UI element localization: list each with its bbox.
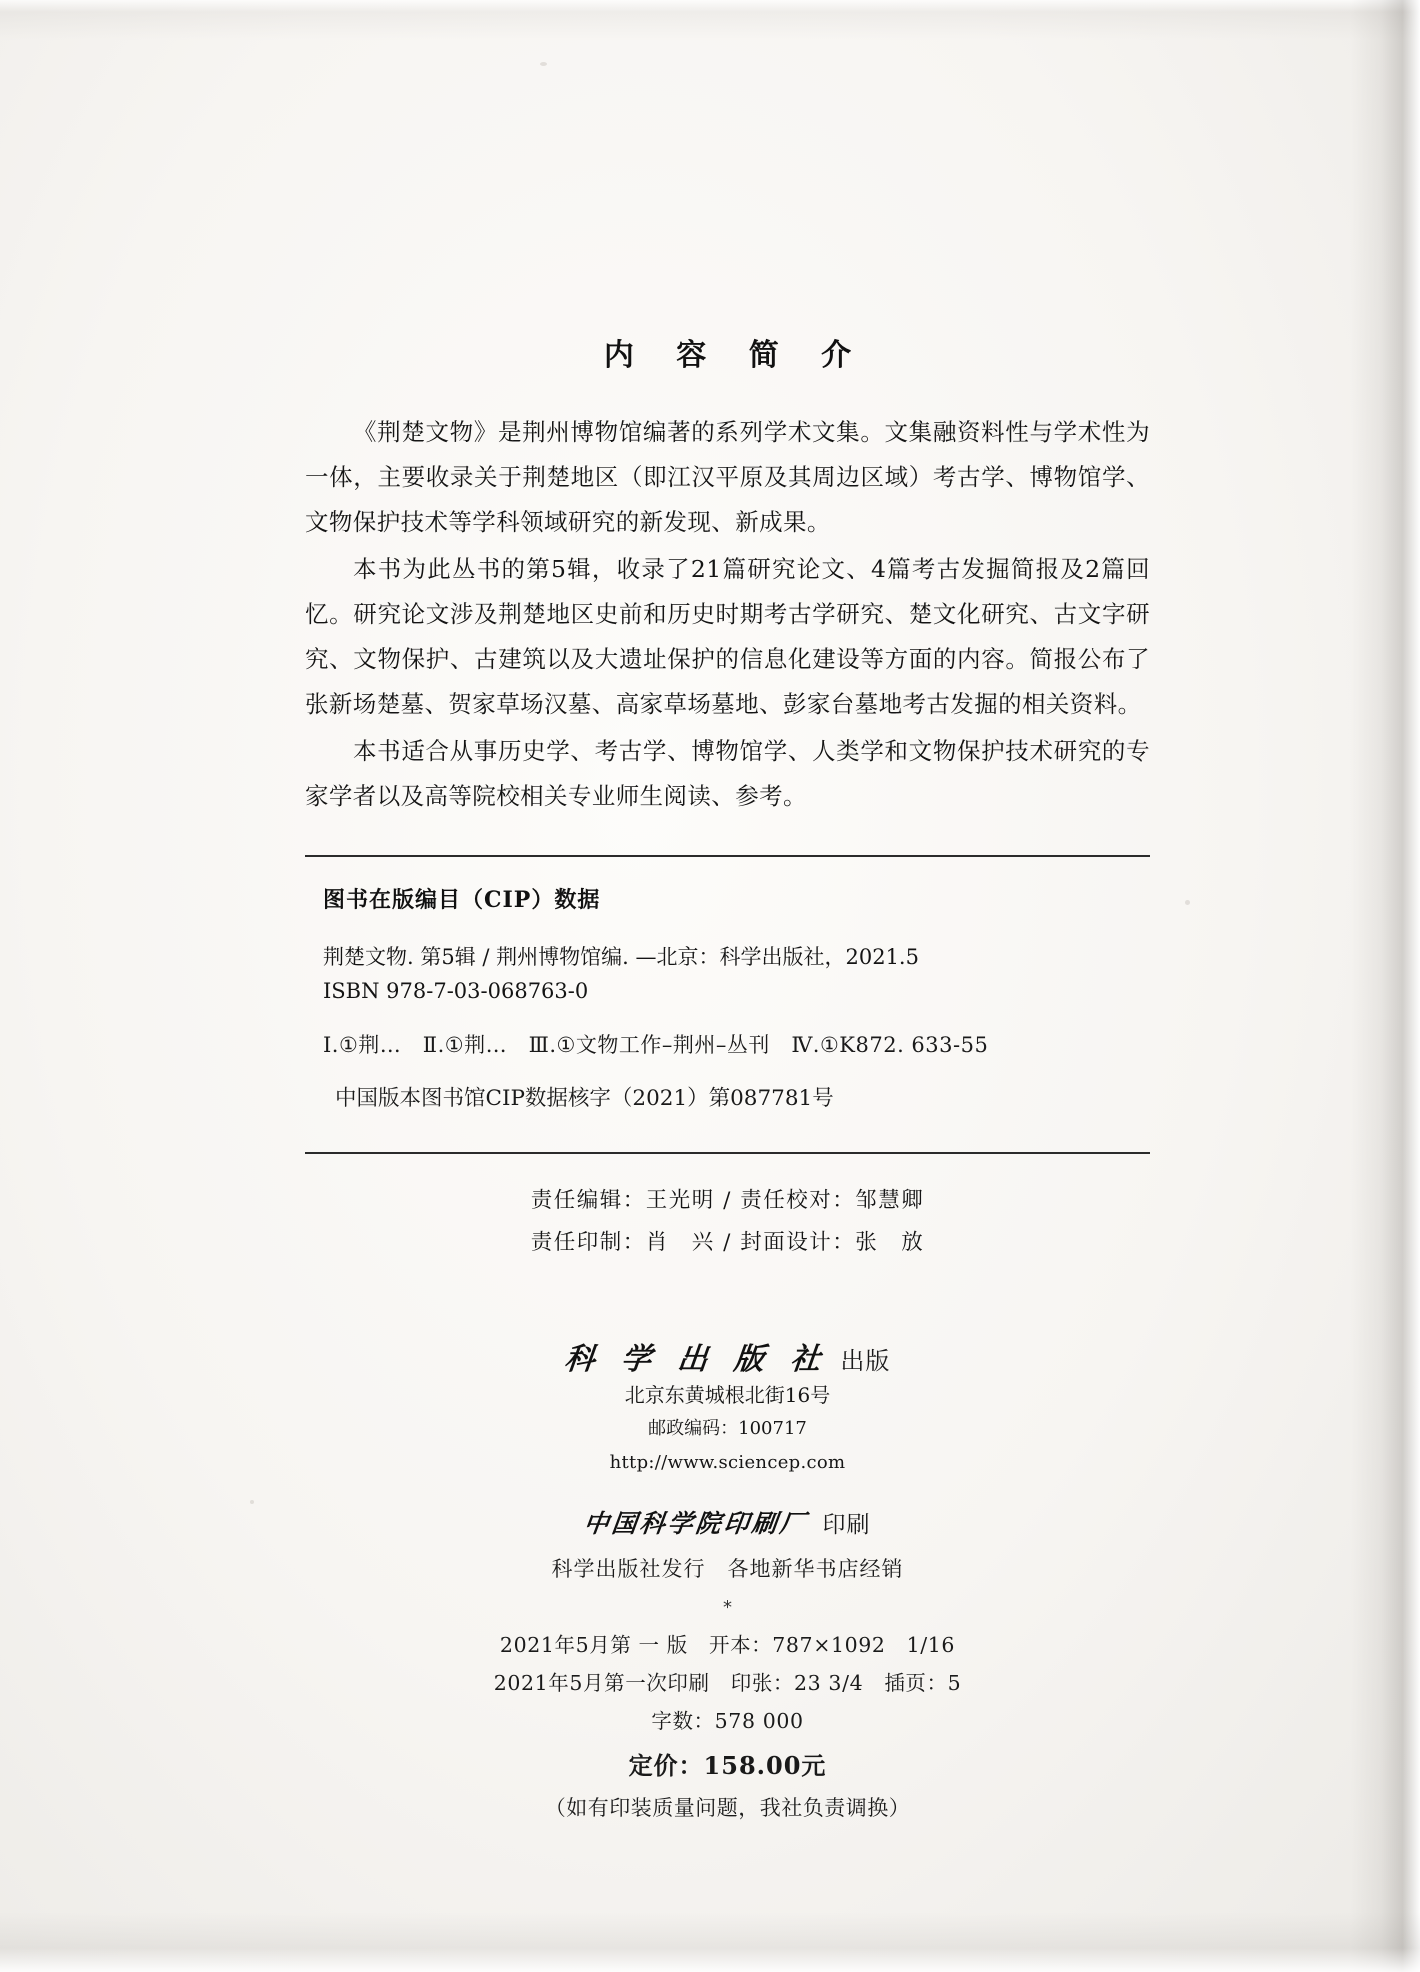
cip-entry-line-1: 荆楚文物. 第5辑 / 荆州博物馆编. —北京：科学出版社，2021.5 — [323, 945, 919, 969]
divider-below-cip — [305, 1152, 1150, 1154]
cip-nucleus-number: 中国版本图书馆CIP数据核字（2021）第087781号 — [335, 1086, 834, 1111]
separator-asterisk: * — [723, 1596, 732, 1618]
staff-line-production: 责任印制：肖 兴 / 封面设计：张 放 — [530, 1229, 925, 1255]
publisher-postcode: 邮政编码：100717 — [648, 1417, 807, 1439]
summary-paragraph-2: 本书为此丛书的第5辑，收录了21篇研究论文、4篇考古发掘简报及2篇回忆。研究论文涉及荆楚地区史前和历史时期考古学研究、楚文化研究、古文字研究、文物保护、古建筑以及大遗址保护的信息化建设等方面的内容。简报公布了张新场楚墓、贺家草场汉墓、高家草场墓地、彭家台墓地考古发掘的相关资料。 — [305, 555, 1150, 718]
divider-above-cip — [305, 855, 1150, 857]
summary-paragraph-3: 本书适合从事历史学、考古学、博物馆学、人类学和文物保护技术研究的专家学者以及高等院校相关专业师生阅读、参考。 — [305, 737, 1150, 810]
price-line: 定价：158.00元 — [628, 1750, 827, 1780]
cip-entry-line-2: ISBN 978-7-03-068763-0 — [323, 979, 589, 1003]
page-title: 内 容 简 介 — [603, 338, 868, 373]
cip-entry — [305, 940, 1150, 1008]
quality-note: （如有印装质量问题，我社负责调换） — [544, 1795, 911, 1820]
printer-suffix: 印刷 — [822, 1511, 871, 1538]
publisher-address: 北京东黄城根北街16号 — [624, 1382, 831, 1407]
page-top-shadow — [0, 0, 1420, 40]
cip-heading: 图书在版编目（CIP）数据 — [323, 887, 601, 913]
publisher-row — [305, 1334, 1150, 1378]
paper-speck — [1185, 900, 1190, 905]
science-press-logo: 科 学 出 版 社 — [562, 1341, 830, 1377]
paper-speck — [540, 62, 547, 66]
imprint-edition-line: 2021年5月第 一 版 开本：787×1092 1/16 — [499, 1632, 956, 1657]
printer-row — [305, 1504, 1150, 1540]
publisher-website: http://www.sciencep.com — [609, 1451, 846, 1473]
distribution-line: 科学出版社发行 各地新华书店经销 — [551, 1556, 904, 1581]
summary-paragraph-1: 《荆楚文物》是荆州博物馆编著的系列学术文集。文集融资料性与学术性为一体，主要收录关于荆楚地区（即江汉平原及其周边区域）考古学、博物馆学、文物保护技术等学科领域研究的新发现、新成果。 — [305, 418, 1150, 536]
cip-classification: Ⅰ.①荆… Ⅱ.①荆… Ⅲ.①文物工作–荆州–丛刊 Ⅳ.①K872. 633-55 — [323, 1033, 989, 1057]
publisher-suffix: 出版 — [840, 1346, 891, 1375]
staff-line-editors: 责任编辑：王光明 / 责任校对：邹慧卿 — [530, 1187, 925, 1213]
page-bottom-shadow — [0, 1912, 1420, 1972]
printer-logo: 中国科学院印刷厂 — [582, 1508, 811, 1538]
imprint-wordcount-line: 字数：578 000 — [651, 1708, 804, 1733]
paper-speck — [250, 1500, 254, 1504]
imprint-printing-line: 2021年5月第一次印刷 印张：23 3/4 插页：5 — [493, 1670, 962, 1695]
page-right-edge-shadow — [1350, 0, 1420, 1972]
page-content — [305, 330, 1150, 1828]
